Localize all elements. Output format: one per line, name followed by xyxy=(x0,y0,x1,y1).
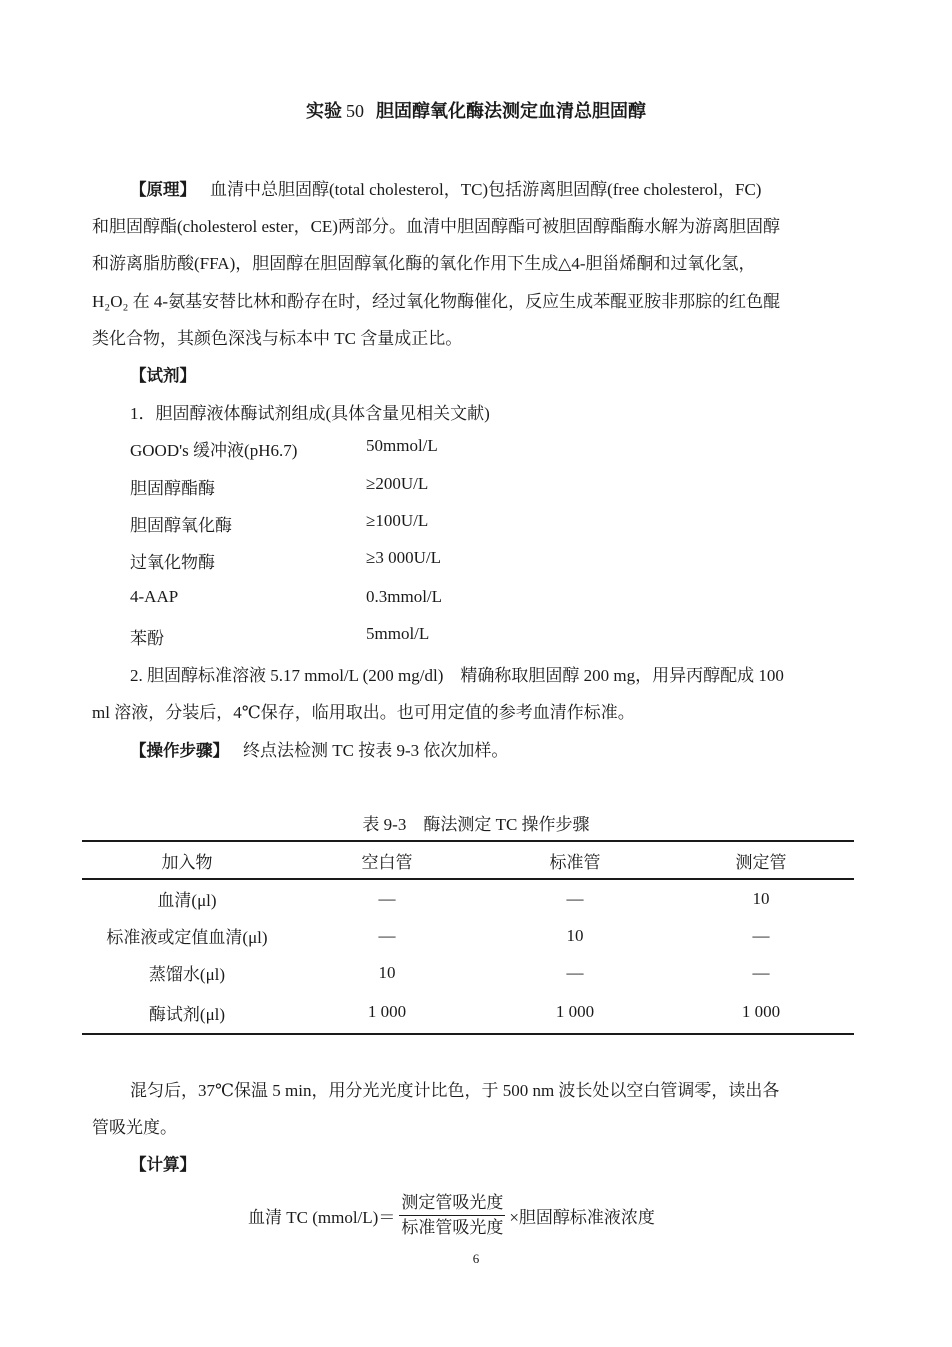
table-cell: 10 xyxy=(378,962,396,982)
table-header-cell: 标准管 xyxy=(482,841,668,879)
reagent-value: ≥100U/L xyxy=(366,511,429,530)
table-cell: — xyxy=(378,888,396,908)
procedure-line xyxy=(130,736,508,761)
table-row xyxy=(82,991,854,1034)
table-row xyxy=(82,954,854,991)
table-header-cell: 空白管 xyxy=(292,841,482,879)
table-cell: — xyxy=(378,925,396,945)
procedure-table xyxy=(82,840,854,1035)
procedure-text: 终点法检测 TC 按表 9-3 依次加样。 xyxy=(243,741,509,760)
reagent-name: 苯酚 xyxy=(130,629,164,648)
formula-lhs: 血清 TC (mmol/L)＝ xyxy=(248,1208,396,1227)
title-prefix: 实验 xyxy=(306,101,342,122)
table-caption: 表 9-3 酶法测定 TC 操作步骤 xyxy=(362,815,590,834)
principle-line-4: H₂O₂ 在 4-氨基安替比林和酚存在时，经过氧化物酶催化，反应生成苯醌亚胺非那腙的红色醌 xyxy=(92,292,781,311)
calc-formula xyxy=(248,1192,655,1239)
reagent-name: 胆固醇氧化酶 xyxy=(130,516,232,535)
reagent-name: 胆固醇酯酶 xyxy=(130,479,215,498)
reagent-value: 0.3mmol/L xyxy=(366,587,443,606)
table-header-cell: 加入物 xyxy=(82,841,292,879)
page-title xyxy=(0,97,952,123)
table-cell: 血清(μl) xyxy=(157,891,217,910)
table-row xyxy=(82,879,854,917)
reagent-value: 50mmol/L xyxy=(366,436,438,455)
table-row xyxy=(82,917,854,954)
reagent-name: GOOD's 缓冲液(pH6.7) xyxy=(130,441,298,460)
table-cell: 1 000 xyxy=(292,991,482,1034)
table-cell: 标准液或定值血清(μl) xyxy=(106,928,268,947)
formula-numerator: 测定管吸光度 xyxy=(399,1192,505,1216)
reagent-item-1: 1．胆固醇液体酶试剂组成(具体含量见相关文献) xyxy=(130,404,490,423)
reagent-value: 5mmol/L xyxy=(366,624,430,643)
title-text: 胆固醇氧化酶法测定血清总胆固醇 xyxy=(376,101,646,122)
reagent-name: 4-AAP xyxy=(130,587,179,606)
table-cell: 1 000 xyxy=(482,991,668,1034)
table-header-row xyxy=(82,841,854,879)
reagent-value: ≥200U/L xyxy=(366,474,429,493)
table-header-cell: 测定管 xyxy=(668,841,854,879)
reagent-item-2-line-1: 2. 胆固醇标准溶液 5.17 mmol/L (200 mg/dl) 精确称取胆固醇 200 mg，用异丙醇配成 100 xyxy=(130,666,784,685)
table-cell: 蒸馏水(μl) xyxy=(148,965,226,984)
table-cell: 10 xyxy=(752,888,770,908)
formula-rhs: ×胆固醇标准液浓度 xyxy=(509,1208,655,1227)
table-cell: — xyxy=(752,962,770,982)
procedure-heading: 【操作步骤】 xyxy=(130,741,229,760)
formula-fraction xyxy=(399,1192,505,1239)
after-line-1: 混匀后，37℃保温 5 min，用分光光度计比色，于 500 nm 波长处以空白管调零，读出各 xyxy=(130,1081,780,1100)
principle-line-5: 类化合物，其颜色深浅与标本中 TC 含量成正比。 xyxy=(92,329,463,348)
table-cell: — xyxy=(752,925,770,945)
reagent-item-2-line-2: ml 溶液，分装后，4℃保存，临用取出。也可用定值的参考血清作标准。 xyxy=(92,703,635,722)
principle-line-2: 和胆固醇酯(cholesterol ester，CE)两部分。血清中胆固醇酯可被胆固醇酯酶水解为游离胆固醇 xyxy=(92,217,780,236)
principle-heading: 【原理】 xyxy=(130,180,196,199)
reagent-name: 过氧化物酶 xyxy=(130,553,215,572)
title-number: 50 xyxy=(346,101,364,121)
table-cell: 酶试剂(μl) xyxy=(82,991,292,1034)
principle-text-1: 血清中总胆固醇(total cholesterol，TC)包括游离胆固醇(free cholesterol，FC) xyxy=(210,180,762,199)
table-cell: 10 xyxy=(566,925,584,945)
page-number: 6 xyxy=(472,1251,480,1266)
after-line-2: 管吸光度。 xyxy=(92,1118,177,1137)
reagents-heading: 【试剂】 xyxy=(130,366,196,385)
reagent-value: ≥3 000U/L xyxy=(366,548,441,567)
principle-line-1 xyxy=(130,175,761,200)
table-cell: — xyxy=(566,888,584,908)
table-cell: 1 000 xyxy=(668,991,854,1034)
principle-line-3: 和游离脂肪酸(FFA)，胆固醇在胆固醇氧化酶的氧化作用下生成△4-胆甾烯酮和过氧化氢， xyxy=(92,254,756,273)
calc-heading: 【计算】 xyxy=(130,1155,196,1174)
formula-denominator: 标准管吸光度 xyxy=(401,1218,504,1237)
table-cell: — xyxy=(566,962,584,982)
